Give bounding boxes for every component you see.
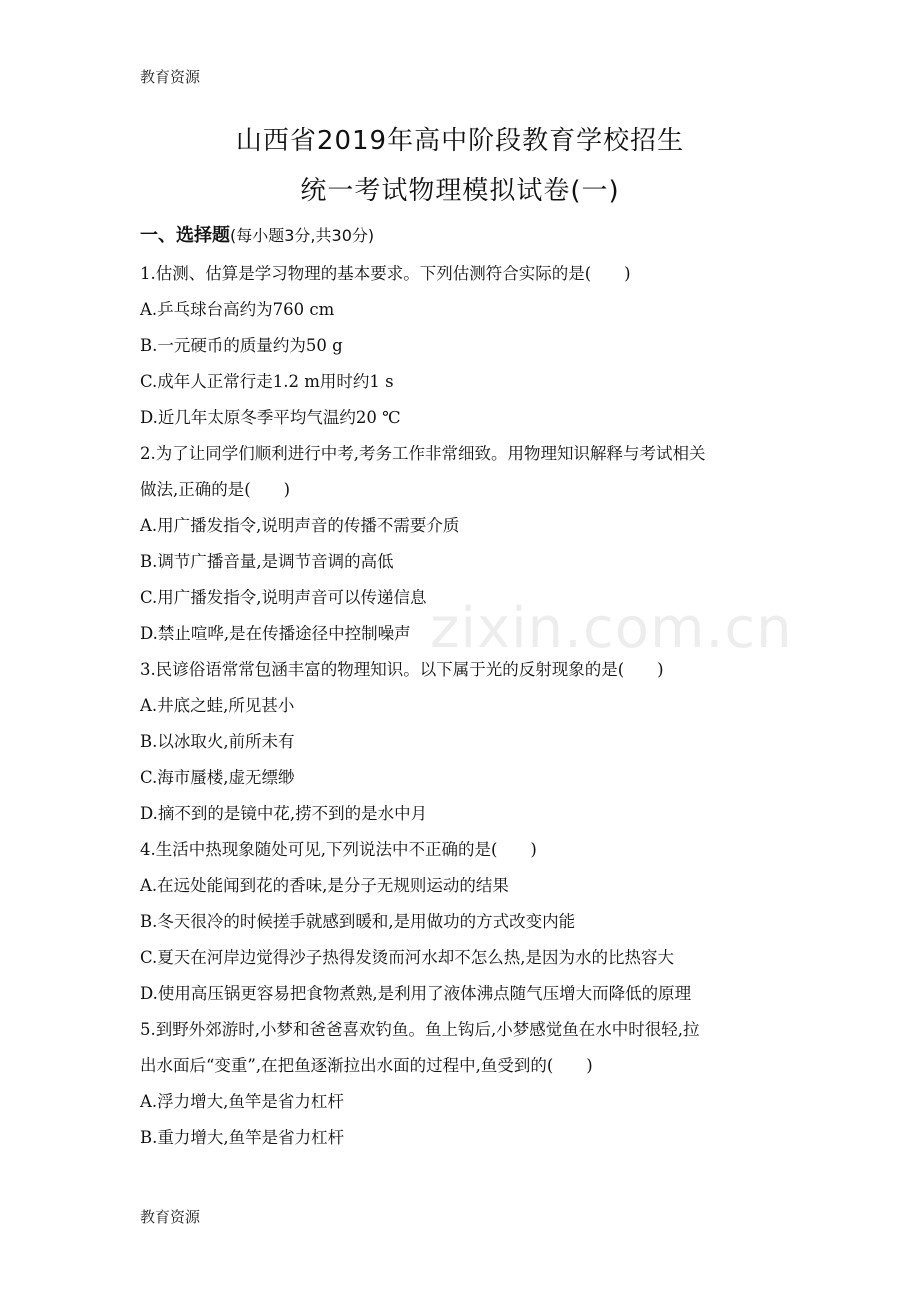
exam-title-line-1: 山西省2019年高中阶段教育学校招生	[235, 126, 685, 156]
option-line: A.井底之蛙,所见甚小	[140, 696, 295, 715]
option-line: D.禁止喧哗,是在传播途径中控制噪声	[140, 624, 411, 643]
question-list	[140, 256, 785, 1156]
section-heading-note: (每小题3分,共30分)	[230, 226, 375, 245]
question-line: 5.到野外郊游时,小梦和爸爸喜欢钓鱼。鱼上钩后,小梦感觉鱼在水中时很轻,拉	[140, 1020, 700, 1039]
option-line: C.成年人正常行走1.2 m用时约1 s	[140, 372, 394, 391]
question-line: 出水面后“变重”,在把鱼逐渐拉出水面的过程中,鱼受到的( )	[140, 1056, 593, 1075]
option-line: B.冬天很冷的时候搓手就感到暖和,是用做功的方式改变内能	[140, 912, 576, 931]
option-line: D.使用高压锅更容易把食物煮熟,是利用了液体沸点随气压增大而降低的原理	[140, 984, 692, 1003]
question-line: 4.生活中热现象随处可见,下列说法中不正确的是( )	[140, 840, 537, 859]
option-line: D.摘不到的是镜中花,捞不到的是水中月	[140, 804, 428, 823]
option-line: A.浮力增大,鱼竿是省力杠杆	[140, 1092, 344, 1111]
exam-title-line-2: 统一考试物理模拟试卷(一)	[300, 176, 620, 206]
option-line: C.用广播发指令,说明声音可以传递信息	[140, 588, 427, 607]
question-line: 1.估测、估算是学习物理的基本要求。下列估测符合实际的是( )	[140, 264, 631, 283]
option-line: A.在远处能闻到花的香味,是分子无规则运动的结果	[140, 876, 509, 895]
option-line: B.一元硬币的质量约为50 g	[140, 336, 343, 355]
option-line: A.用广播发指令,说明声音的传播不需要介质	[140, 516, 460, 535]
option-line: B.重力增大,鱼竿是省力杠杆	[140, 1128, 345, 1147]
question-line: 3.民谚俗语常常包涵丰富的物理知识。以下属于光的反射现象的是( )	[140, 660, 664, 679]
section-heading	[140, 221, 374, 247]
option-line: C.海市蜃楼,虚无缥缈	[140, 768, 295, 787]
option-line: C.夏天在河岸边觉得沙子热得发烫而河水却不怎么热,是因为水的比热容大	[140, 948, 675, 967]
option-line: B.以冰取火,前所未有	[140, 732, 295, 751]
question-line: 2.为了让同学们顺利进行中考,考务工作非常细致。用物理知识解释与考试相关	[140, 444, 706, 463]
header-label: 教育资源	[140, 68, 201, 86]
watermark: zixin.com.cn	[430, 596, 793, 661]
footer-label: 教育资源	[140, 1208, 201, 1226]
option-line: B.调节广播音量,是调节音调的高低	[140, 552, 394, 571]
option-line: A.乒乓球台高约为760 cm	[140, 300, 335, 319]
option-line: D.近几年太原冬季平均气温约20 ℃	[140, 408, 401, 427]
question-line: 做法,正确的是( )	[140, 480, 291, 499]
section-heading-title: 一、选择题	[140, 225, 230, 246]
